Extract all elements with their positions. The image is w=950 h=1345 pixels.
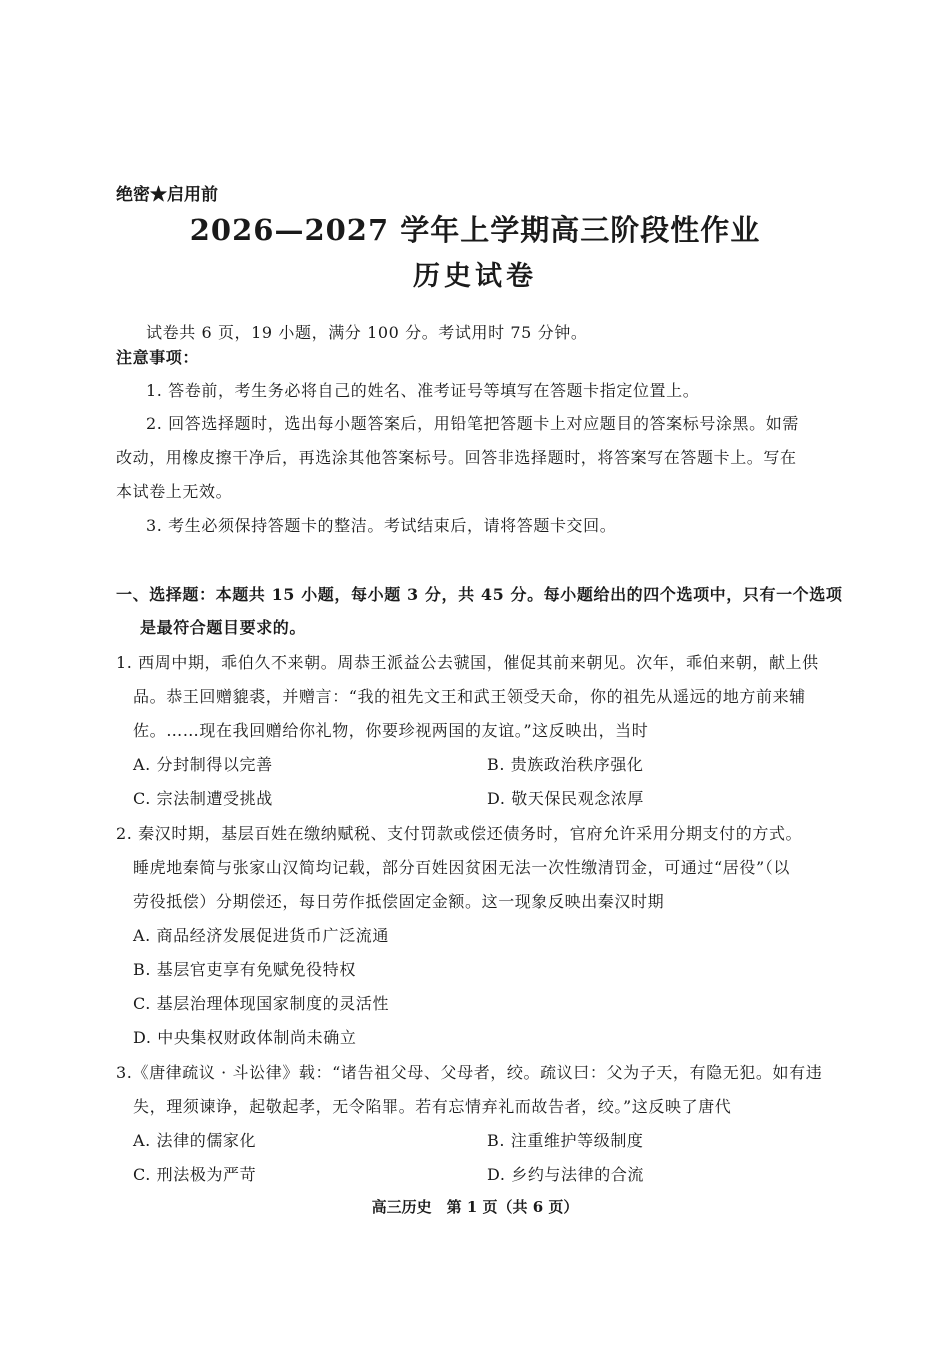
question-1-line-1: 1. 西周中期，乖伯久不来朝。周恭王派益公去虢国，催促其前来朝见。次年，乖伯来朝，献上供 — [116, 653, 819, 672]
notice-item-2-line-1: 2. 回答选择题时，选出每小题答案后，用铅笔把答题卡上对应题目的答案标号涂黑。如需 — [146, 414, 799, 433]
notice-item-2-line-2: 改动，用橡皮擦干净后，再选涂其他答案标号。回答非选择题时，将答案写在答题卡上。写在 — [116, 448, 797, 467]
exam-subtitle: 历史试卷 — [413, 261, 537, 292]
question-3-line-1: 3.《唐律疏议 · 斗讼律》载：“诸告祖父母、父母者，绞。疏议曰：父为子天，有隐无犯。如有违 — [116, 1063, 823, 1082]
question-3-option-b: B. 注重维护等级制度 — [487, 1131, 644, 1150]
notice-item-2-line-3: 本试卷上无效。 — [116, 482, 233, 501]
question-2-line-2: 睡虎地秦简与张家山汉简均记载，部分百姓因贫困无法一次性缴清罚金，可通过“居役”（以 — [133, 858, 790, 877]
question-1-option-c: C. 宗法制遭受挑战 — [133, 789, 273, 808]
page-footer: 高三历史 第 1 页（共 6 页） — [371, 1198, 579, 1216]
exam-intro: 试卷共 6 页，19 小题，满分 100 分。考试用时 75 分钟。 — [146, 323, 588, 342]
question-2-line-1: 2. 秦汉时期，基层百姓在缴纳赋税、支付罚款或偿还债务时，官府允许采用分期支付的方式。 — [116, 824, 803, 843]
question-1-line-3: 佐。……现在我回赠给你礼物，你要珍视两国的友谊。”这反映出，当时 — [133, 721, 649, 740]
section-1-instructions-line-1: 一、选择题：本题共 15 小题，每小题 3 分，共 45 分。每小题给出的四个选项中，只有一个选项 — [116, 585, 843, 604]
notice-item-3: 3. 考生必须保持答题卡的整洁。考试结束后，请将答题卡交回。 — [146, 516, 617, 535]
question-3-line-2: 失，理须谏诤，起敬起孝，无令陷罪。若有忘情弃礼而故告者，绞。”这反映了唐代 — [133, 1097, 732, 1116]
question-1-option-b: B. 贵族政治秩序强化 — [487, 755, 644, 774]
question-1-option-a: A. 分封制得以完善 — [133, 755, 273, 774]
question-1-option-d: D. 敬天保民观念浓厚 — [487, 789, 645, 808]
question-2-option-d: D. 中央集权财政体制尚未确立 — [133, 1028, 357, 1047]
question-3-option-c: C. 刑法极为严苛 — [133, 1165, 257, 1184]
notice-heading: 注意事项： — [116, 348, 200, 367]
question-3-option-a: A. 法律的儒家化 — [133, 1131, 257, 1150]
question-2-option-c: C. 基层治理体现国家制度的灵活性 — [133, 994, 390, 1013]
question-2-option-a: A. 商品经济发展促进货币广泛流通 — [133, 926, 389, 945]
question-3-option-d: D. 乡约与法律的合流 — [487, 1165, 645, 1184]
question-1-line-2: 品。恭王回赠貔裘，并赠言：“我的祖先文王和武王领受天命，你的祖先从遥远的地方前来辅 — [133, 687, 806, 706]
exam-title: 2026—2027 学年上学期高三阶段性作业 — [189, 213, 761, 247]
question-2-option-b: B. 基层官吏享有免赋免役特权 — [133, 960, 356, 979]
notice-item-1: 1. 答卷前，考生务必将自己的姓名、准考证号等填写在答题卡指定位置上。 — [146, 381, 700, 400]
confidential-label: 绝密★启用前 — [116, 185, 218, 205]
question-2-line-3: 劳役抵偿）分期偿还，每日劳作抵偿固定金额。这一现象反映出秦汉时期 — [133, 892, 665, 911]
section-1-instructions-line-2: 是最符合题目要求的。 — [140, 618, 307, 637]
